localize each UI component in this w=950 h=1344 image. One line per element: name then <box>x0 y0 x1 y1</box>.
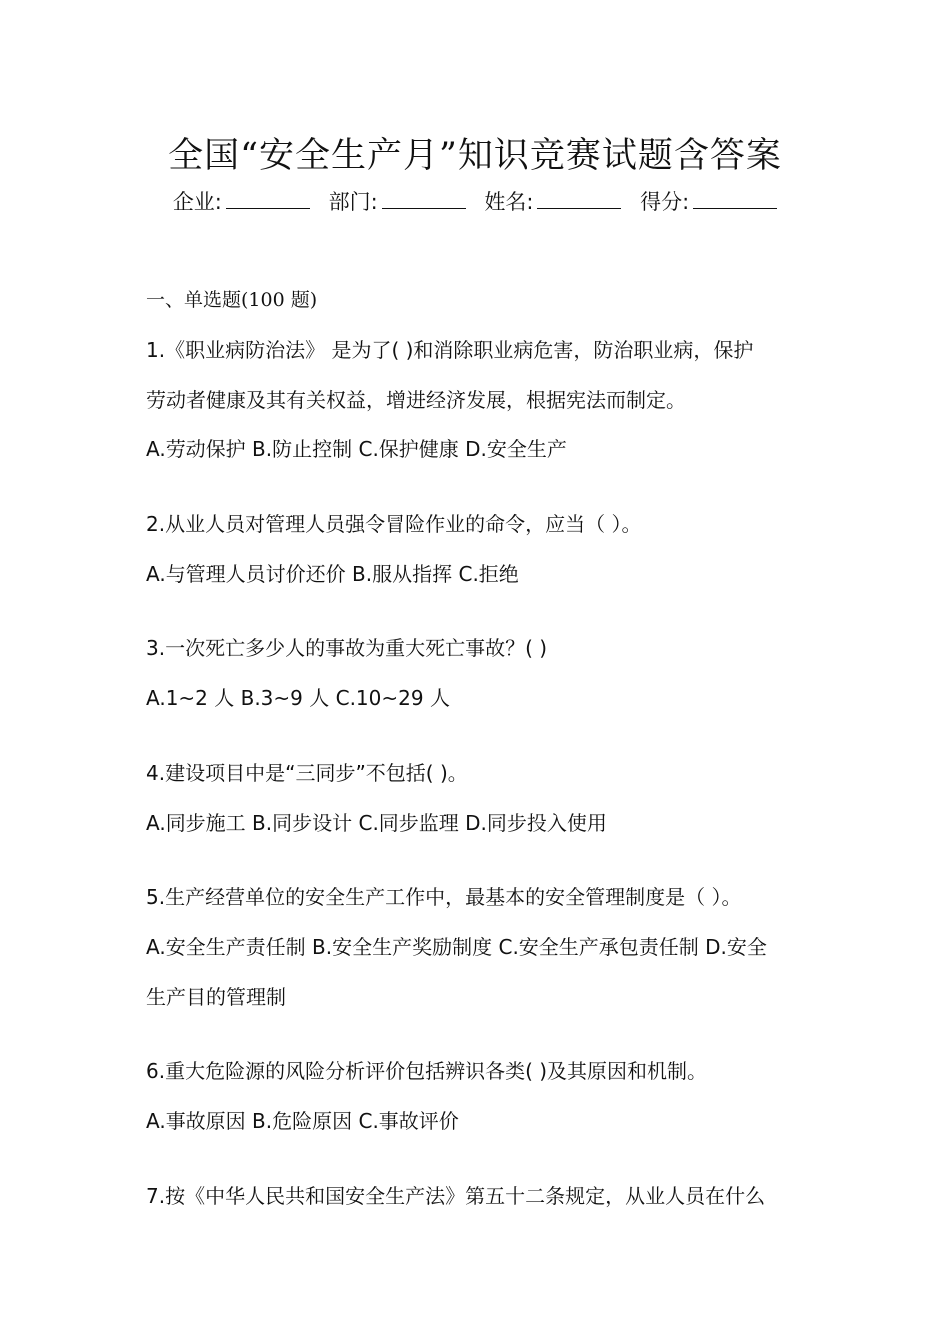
section-heading: 一、单选题(100 题) <box>146 289 318 311</box>
document-title: 全国“安全生产月”知识竞赛试题含答案 <box>168 136 782 176</box>
score-label: 得分: <box>640 190 690 214</box>
name-label: 姓名: <box>484 190 534 214</box>
score-blank <box>693 190 777 209</box>
question-4-options: A.同步施工 B.同步设计 C.同步监理 D.同步投入使用 <box>146 811 607 835</box>
question-3-options: A.1~2 人 B.3~9 人 C.10~29 人 <box>146 686 450 710</box>
question-6-line-1: 6.重大危险源的风险分析评价包括辨识各类( )及其原因和机制。 <box>146 1059 708 1083</box>
company-label: 企业: <box>172 190 222 214</box>
question-2-line-1: 2.从业人员对管理人员强令冒险作业的命令，应当（ ）。 <box>146 512 642 536</box>
question-5-options-line-1: A.安全生产责任制 B.安全生产奖励制度 C.安全生产承包责任制 D.安全 <box>146 935 767 959</box>
question-1-options: A.劳动保护 B.防止控制 C.保护健康 D.安全生产 <box>146 437 567 461</box>
question-5-line-1: 5.生产经营单位的安全生产工作中，最基本的安全管理制度是（ ）。 <box>146 885 742 909</box>
question-7-line-1: 7.按《中华人民共和国安全生产法》第五十二条规定，从业人员在什么 <box>146 1184 766 1208</box>
info-line <box>0 186 950 216</box>
company-field <box>173 190 310 214</box>
score-field <box>640 190 777 214</box>
department-label: 部门: <box>328 190 378 214</box>
question-6-options: A.事故原因 B.危险原因 C.事故评价 <box>146 1109 459 1133</box>
department-field <box>329 190 466 214</box>
question-3-line-1: 3.一次死亡多少人的事故为重大死亡事故？( ) <box>146 636 548 660</box>
company-blank <box>226 190 310 209</box>
name-blank <box>537 190 621 209</box>
department-blank <box>382 190 466 209</box>
question-1-line-2: 劳动者健康及其有关权益，增进经济发展，根据宪法而制定。 <box>146 388 686 412</box>
question-5-options-line-2: 生产目的管理制 <box>146 985 286 1009</box>
name-field <box>484 190 621 214</box>
question-4-line-1: 4.建设项目中是“三同步”不包括( )。 <box>146 761 468 785</box>
question-2-options: A.与管理人员讨价还价 B.服从指挥 C.拒绝 <box>146 562 519 586</box>
question-1-line-1: 1.《职业病防治法》 是为了( )和消除职业病危害，防治职业病，保护 <box>146 338 754 362</box>
